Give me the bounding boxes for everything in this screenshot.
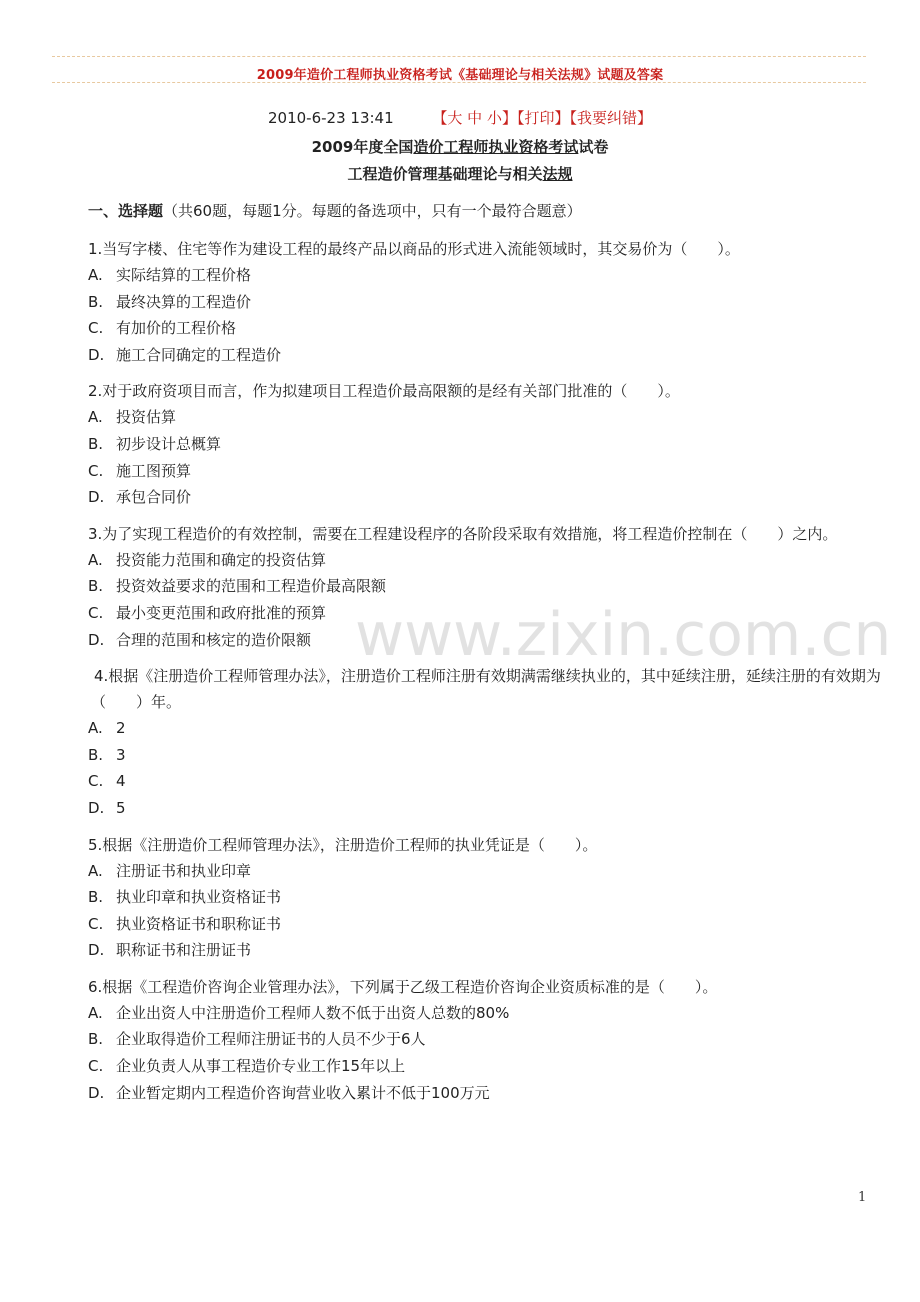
exam-subtitle: 工程造价管理基础理论与相关法规: [347, 165, 573, 183]
option-text: 有加价的工程价格: [116, 319, 237, 338]
exam-subtitle-link[interactable]: 法规: [542, 165, 573, 183]
option-text: 投资能力范围和确定的投资估算: [116, 550, 327, 569]
report-error-link[interactable]: 【我要纠错】: [569, 109, 652, 127]
option-letter: D.: [88, 488, 105, 507]
option-letter: D.: [88, 1083, 105, 1102]
option-text: 投资效益要求的范围和工程造价最高限额: [116, 577, 387, 596]
option-letter: B.: [88, 745, 104, 764]
answer-option: [88, 262, 860, 289]
option-letter: C.: [88, 603, 104, 622]
question-item: [88, 236, 860, 368]
answer-option: [88, 858, 860, 885]
header-bottom-divider: [52, 82, 866, 83]
answer-option: [88, 342, 860, 369]
answer-option: [88, 1080, 860, 1107]
question-item: [88, 663, 881, 821]
option-text: 注册证书和执业印章: [116, 861, 252, 880]
option-letter: C.: [88, 914, 104, 933]
option-letter: B.: [88, 434, 104, 453]
option-text: 企业负责人从事工程造价专业工作15年以上: [116, 1057, 406, 1076]
option-text: 最终决算的工程造价: [116, 292, 252, 311]
option-text: 承包合同价: [116, 488, 192, 507]
option-text: 执业资格证书和职称证书: [116, 914, 282, 933]
question-list: [88, 236, 881, 1106]
option-letter: C.: [88, 1057, 104, 1076]
answer-option: [88, 715, 860, 742]
option-text: 最小变更范围和政府批准的预算: [116, 603, 327, 622]
option-letter: D.: [88, 798, 105, 817]
answer-option: [88, 484, 860, 511]
answer-option: [88, 1053, 860, 1080]
answer-option: [88, 1026, 860, 1053]
article-meta: [0, 107, 920, 128]
option-text: 施工合同确定的工程造价: [116, 345, 282, 364]
question-stem: 5.根据《注册造价工程师管理办法》，注册造价工程师的执业凭证是（ ）。: [88, 835, 598, 854]
option-letter: D.: [88, 941, 105, 960]
option-text: 企业取得造价工程师注册证书的人员不少于6人: [116, 1030, 426, 1049]
option-letter: D.: [88, 630, 105, 649]
option-text: 投资估算: [116, 408, 177, 427]
option-letter: C.: [88, 772, 104, 791]
option-text: 企业出资人中注册造价工程师人数不低于出资人总数的80%: [116, 1003, 510, 1022]
print-link[interactable]: 【打印】: [516, 109, 570, 127]
section-label: 一、选择题: [88, 202, 164, 220]
answer-option: [88, 795, 860, 822]
option-letter: A.: [88, 861, 103, 880]
answer-option: [88, 911, 860, 938]
answer-option: [88, 431, 860, 458]
section-note: （共60题，每题1分。每题的备选项中，只有一个最符合题意）: [163, 202, 582, 220]
answer-option: [88, 404, 860, 431]
watermark: www.zixin.com.cn: [355, 600, 892, 670]
question-stem: 2.对于政府资项目而言，作为拟建项目工程造价最高限额的是经有关部门批准的（ ）。: [88, 382, 680, 401]
answer-option: [88, 289, 860, 316]
exam-title: 2009年度全国造价工程师执业资格考试试卷: [311, 138, 609, 156]
option-text: 企业暂定期内工程造价咨询营业收入累计不低于100万元: [116, 1083, 490, 1102]
option-text: 3: [116, 745, 126, 764]
question-stem: 4.根据《注册造价工程师管理办法》，注册造价工程师注册有效期满需继续执业的，其中延续注册，延续注册的有效期为（ ）年。: [91, 667, 881, 712]
question-stem: 6.根据《工程造价咨询企业管理办法》，下列属于乙级工程造价咨询企业资质标准的是（ ）。: [88, 977, 718, 996]
answer-option: [88, 573, 860, 600]
question-stem: 3.为了实现工程造价的有效控制，需要在工程建设程序的各阶段采取有效措施，将工程造价控制在（ ）之内。: [88, 524, 838, 543]
option-letter: A.: [88, 1003, 103, 1022]
option-text: 5: [116, 798, 126, 817]
option-letter: A.: [88, 719, 103, 738]
answer-option: [88, 547, 860, 574]
option-letter: A.: [88, 550, 103, 569]
page-number: 1: [858, 1190, 867, 1205]
document-banner-title: 2009年造价工程师执业资格考试《基础理论与相关法规》试题及答案: [256, 68, 664, 83]
font-size-links[interactable]: 【大 中 小】: [432, 109, 517, 127]
option-letter: D.: [88, 345, 105, 364]
option-letter: C.: [88, 461, 104, 480]
answer-option: [88, 884, 860, 911]
question-item: [88, 378, 860, 510]
question-item: [88, 974, 860, 1106]
header-top-divider: [52, 56, 866, 57]
option-text: 实际结算的工程价格: [116, 266, 252, 284]
publish-date: 2010-6-23 13:41: [268, 109, 394, 127]
section-heading: [88, 200, 860, 222]
option-letter: A.: [88, 266, 103, 284]
option-text: 合理的范围和核定的造价限额: [116, 630, 312, 649]
option-text: 初步设计总概算: [116, 434, 222, 453]
option-letter: B.: [88, 577, 104, 596]
option-letter: B.: [88, 888, 104, 907]
answer-option: [88, 742, 860, 769]
option-letter: A.: [88, 408, 103, 427]
option-text: 4: [116, 772, 126, 791]
option-text: 施工图预算: [116, 461, 192, 480]
answer-option: [88, 458, 860, 485]
option-text: 职称证书和注册证书: [116, 941, 252, 960]
question-stem: 1.当写字楼、住宅等作为建设工程的最终产品以商品的形式进入流能领域时，其交易价为（ ）。: [88, 240, 740, 258]
option-letter: B.: [88, 292, 104, 311]
exam-title-link[interactable]: 造价工程师执业资格考试: [413, 138, 579, 156]
answer-option: [88, 1000, 860, 1027]
question-item: [88, 832, 860, 964]
answer-option: [88, 937, 860, 964]
option-letter: B.: [88, 1030, 104, 1049]
option-text: 执业印章和执业资格证书: [116, 888, 282, 907]
answer-option: [88, 315, 860, 342]
option-letter: C.: [88, 319, 104, 338]
answer-option: [88, 768, 860, 795]
option-text: 2: [116, 719, 126, 738]
